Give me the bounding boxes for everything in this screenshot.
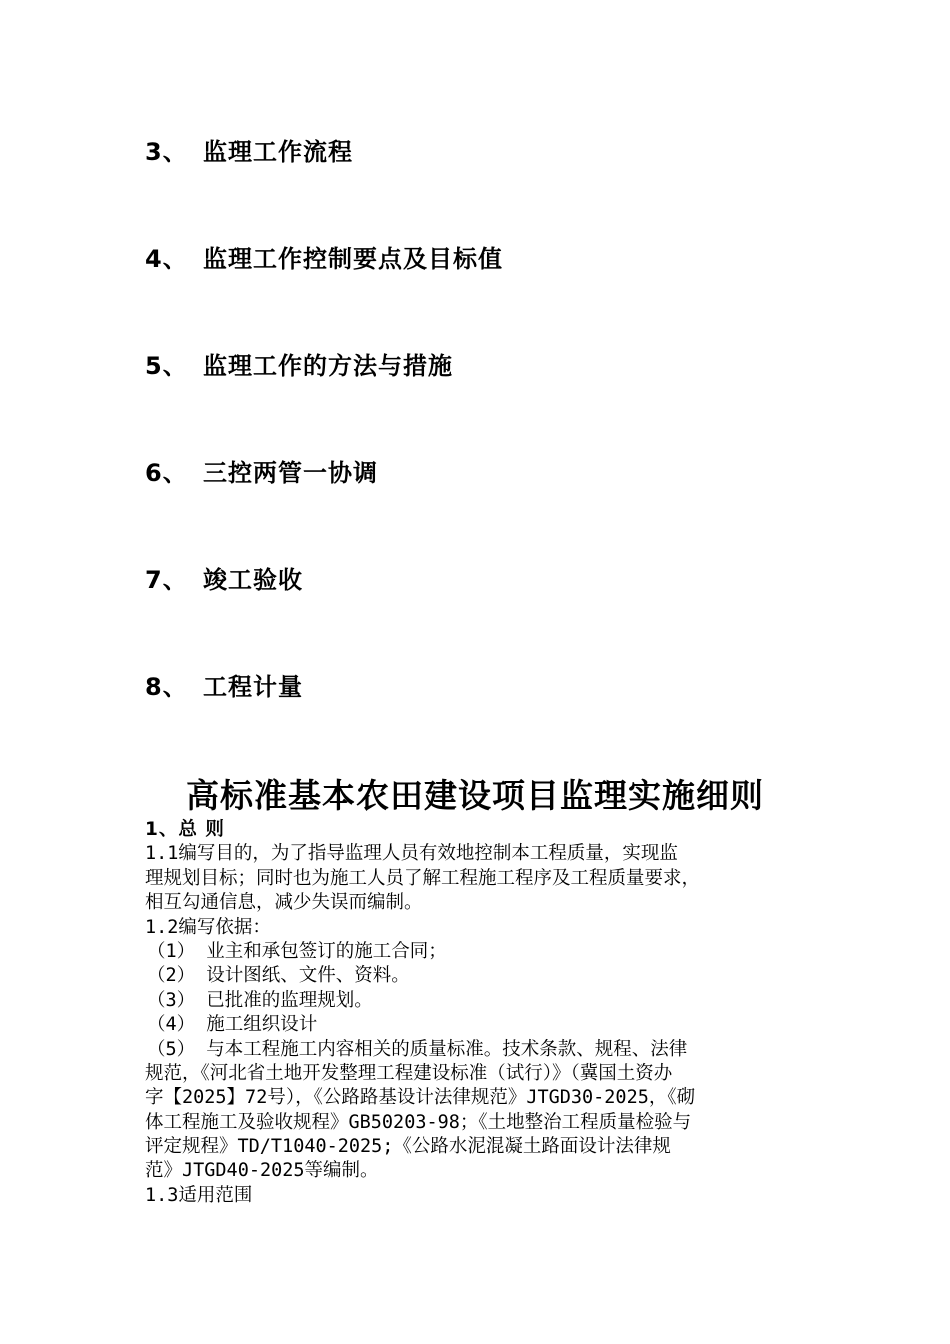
list-item: （1） 业主和承包签订的施工合同； (147, 940, 447, 962)
toc-item-5 (145, 346, 453, 380)
paragraph-line: 范》JTGD40-2025等编制。 (145, 1160, 379, 1182)
paragraph-line: 规范，《河北省土地开发整理工程建设标准（试行）》（冀国土资办 (145, 1062, 673, 1084)
subsection-heading: 1.2编写依据： (145, 916, 271, 938)
subsection-heading: 1.3适用范围 (145, 1184, 253, 1206)
section-heading: 1、总 则 (145, 819, 225, 840)
paragraph-line: 理规划目标；同时也为施工人员了解工程施工程序及工程质量要求， (145, 867, 701, 889)
toc-label: 监理工作控制要点及目标值 (203, 244, 503, 273)
paragraph-line: 1.1编写目的，为了指导监理人员有效地控制本工程质量，实现监 (145, 843, 678, 865)
toc-item-6 (145, 453, 378, 487)
toc-label: 监理工作流程 (203, 137, 353, 166)
list-item: （4） 施工组织设计 (147, 1014, 318, 1036)
toc-item-8 (145, 667, 303, 701)
list-item: （5） 与本工程施工内容相关的质量标准。技术条款、规程、法律 (147, 1038, 688, 1060)
toc-item-3 (145, 132, 353, 166)
paragraph-line: 体工程施工及验收规程》GB50203-98；《土地整治工程质量检验与 (145, 1111, 692, 1133)
toc-item-7 (145, 560, 303, 594)
toc-label: 三控两管一协调 (203, 458, 378, 487)
document-body (145, 818, 825, 1208)
toc-number: 5、 (145, 351, 188, 380)
paragraph-line: 相互勾通信息，减少失误而编制。 (145, 892, 423, 914)
list-item: （2） 设计图纸、文件、资料。 (147, 965, 410, 987)
document-title: 高标准基本农田建设项目监理实施细则 (186, 776, 764, 815)
paragraph-line: 评定规程》TD/T1040-2025;《公路水泥混凝土路面设计法律规 (145, 1136, 671, 1158)
toc-item-4 (145, 239, 503, 273)
toc-number: 6、 (145, 458, 188, 487)
toc-label: 竣工验收 (203, 565, 303, 594)
toc-number: 8、 (145, 672, 188, 701)
list-item: （3） 已批准的监理规划。 (147, 989, 373, 1011)
toc-number: 4、 (145, 244, 188, 273)
toc-label: 工程计量 (203, 672, 303, 701)
toc-label: 监理工作的方法与措施 (203, 351, 453, 380)
toc-number: 3、 (145, 137, 188, 166)
toc-number: 7、 (145, 565, 188, 594)
paragraph-line: 字【2025】72号），《公路路基设计法律规范》JTGD30-2025，《砌 (145, 1087, 696, 1109)
